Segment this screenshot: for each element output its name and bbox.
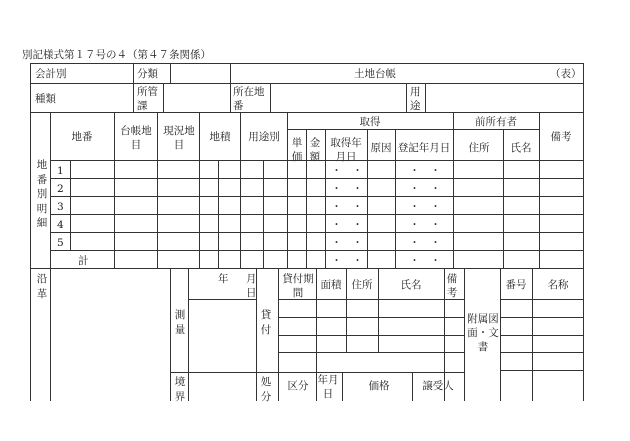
col-cause: 原因	[370, 142, 392, 154]
ledger-title: 土地台帳	[354, 68, 396, 80]
history-month: 月	[246, 273, 257, 285]
accounting-label: 会計別	[35, 68, 67, 80]
row-number: 5	[57, 237, 64, 249]
total-label: 計	[78, 255, 89, 267]
history-day: 日	[246, 287, 257, 299]
lending-period: 貸付期間	[282, 273, 314, 299]
acquired-date-dots: ・ ・	[331, 219, 363, 231]
col-amount: 金額	[309, 137, 321, 163]
acquired-date-dots: ・ ・	[331, 201, 363, 213]
history-label: 沿革	[36, 273, 48, 300]
lending-name: 氏名	[400, 279, 422, 291]
type-label: 種類	[35, 93, 56, 105]
disposal-label: 処分	[260, 376, 272, 403]
jurisdiction-label: 所管課	[137, 86, 158, 112]
survey-label: 測量	[174, 309, 186, 336]
registration-date-dots: ・ ・	[409, 201, 441, 213]
col-current-category: 現況地目	[163, 125, 195, 151]
acquired-date-dots: ・ ・	[331, 183, 363, 195]
acquired-date-dots: ・ ・	[331, 255, 363, 267]
row-number: 2	[57, 183, 64, 195]
lending-area: 面積	[320, 279, 342, 291]
row-number: 3	[57, 201, 64, 213]
disposal-type: 区分	[287, 380, 309, 392]
acquired-date-dots: ・ ・	[331, 165, 363, 177]
registration-date-dots: ・ ・	[409, 237, 441, 249]
lending-remarks: 備考	[446, 273, 458, 299]
acquired-date-dots: ・ ・	[331, 237, 363, 249]
usage-label: 用途	[410, 86, 421, 112]
price: 価格	[368, 380, 390, 392]
lending-address: 住所	[351, 279, 373, 291]
col-unit-price: 単価	[291, 137, 303, 163]
transferee: 譲受人	[422, 380, 454, 392]
col-name: 氏名	[510, 142, 532, 154]
col-area: 地積	[209, 131, 231, 143]
front-label: （表）	[550, 68, 582, 80]
registration-date-dots: ・ ・	[409, 219, 441, 231]
col-previous-owner: 前所有者	[475, 116, 517, 128]
attached-docs: 附属図面・文書	[467, 313, 499, 353]
col-ledger-category: 台帳地目	[120, 125, 152, 151]
col-acquisition: 取得	[359, 116, 381, 128]
registration-date-dots: ・ ・	[409, 183, 441, 195]
col-registration-date: 登記年月日	[397, 142, 451, 154]
registration-date-dots: ・ ・	[409, 255, 441, 267]
parcel-section-label: 地番別明細	[36, 159, 48, 229]
col-lot-number: 地番	[71, 131, 93, 143]
disposal-date: 年月日	[317, 374, 339, 400]
col-acquired-date: 取得年月日	[330, 137, 362, 163]
row-number: 4	[57, 219, 64, 231]
location-label: 所在地番	[233, 86, 265, 112]
lending-label: 貸付	[260, 309, 272, 336]
registration-date-dots: ・ ・	[409, 165, 441, 177]
form-title: 別記様式第１７号の４（第４７条関係）	[22, 49, 211, 61]
col-usage-type: 用途別	[248, 131, 280, 143]
col-address: 住所	[468, 142, 490, 154]
attached-name: 名称	[547, 279, 569, 291]
col-remarks: 備考	[550, 131, 572, 143]
attached-number: 番号	[505, 279, 527, 291]
boundary-label: 境界	[174, 376, 186, 403]
history-year: 年	[218, 273, 229, 285]
row-number: 1	[57, 165, 64, 177]
classification-label: 分類	[137, 68, 158, 80]
